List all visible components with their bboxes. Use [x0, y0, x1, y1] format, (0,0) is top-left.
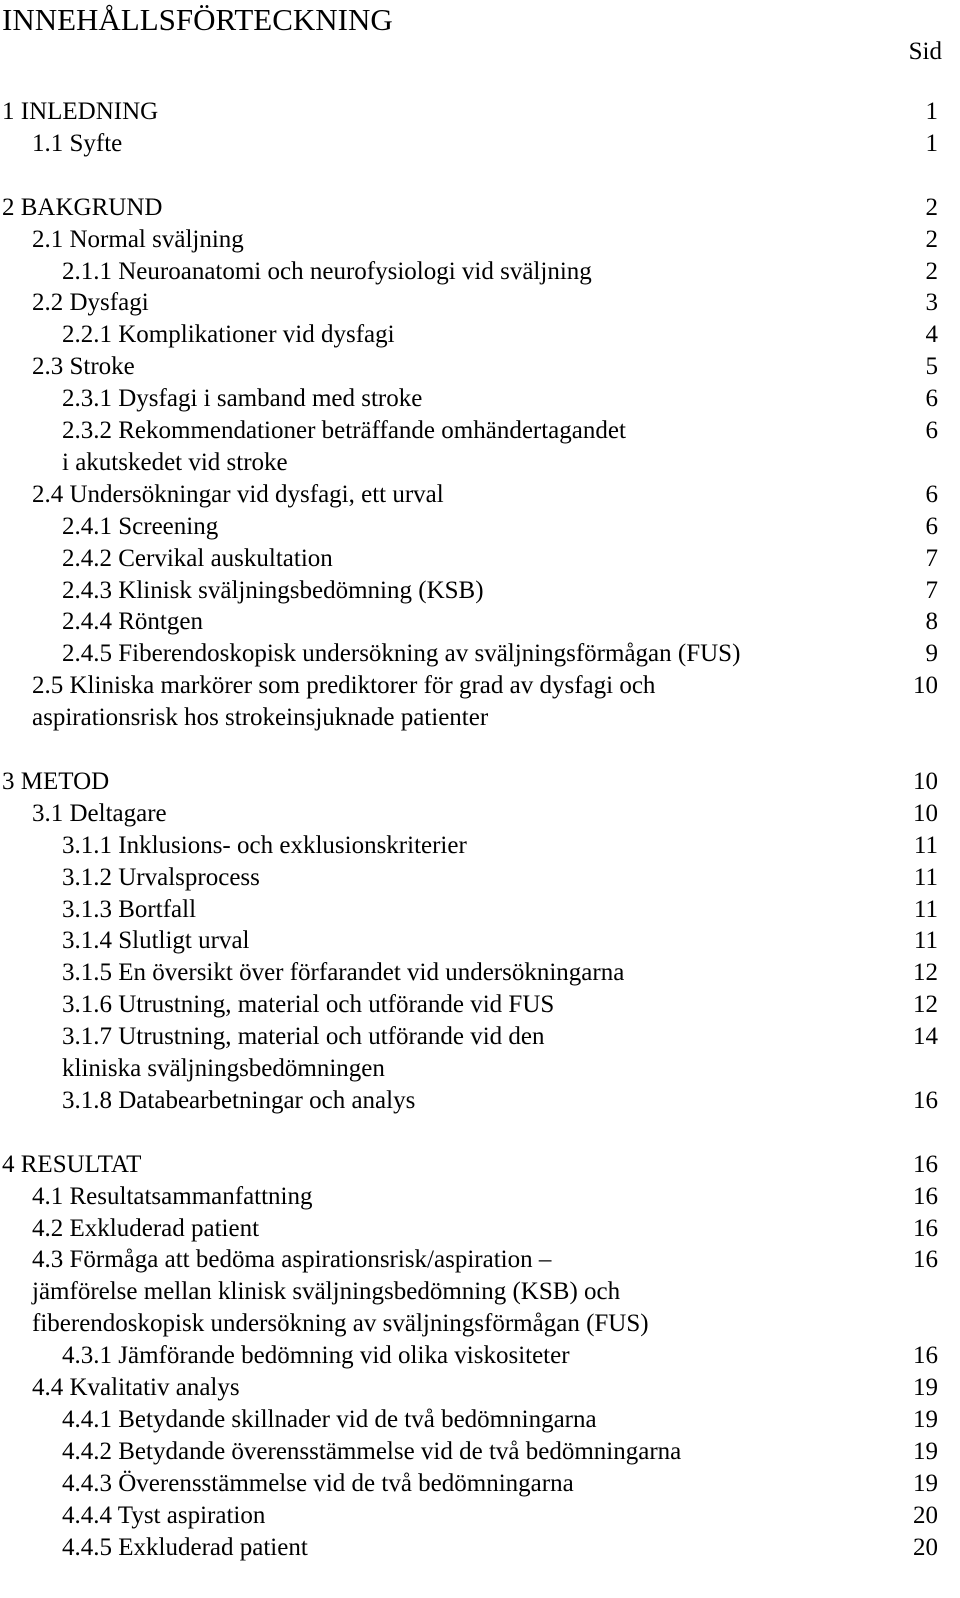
toc-page-number: 16 [913, 1182, 938, 1210]
toc-page-number: 20 [913, 1533, 938, 1561]
toc-entry-text: 3.1.2 Urvalsprocess [62, 863, 260, 891]
toc-page-number: 10 [913, 799, 938, 827]
toc-entry-text: aspirationsrisk hos strokeinsjuknade patienter [32, 704, 489, 732]
toc-entry-text: 2.4.5 Fiberendoskopisk undersökning av sväljningsförmågan (FUS) [62, 640, 741, 668]
toc-page-number: 5 [925, 353, 938, 381]
toc-page-number: 4 [925, 321, 938, 349]
toc-page-number: 1 [925, 129, 938, 157]
toc-entry-text: 1.1 Syfte [32, 129, 123, 157]
toc-entry-text: 4.1 Resultatsammanfattning [32, 1182, 313, 1210]
toc-entry-text: jämförelse mellan klinisk sväljningsbedömning (KSB) och [32, 1278, 621, 1306]
toc-entry-text: 2.1 Normal sväljning [32, 225, 244, 253]
toc-page-number: 16 [913, 1150, 938, 1178]
toc-page-number: 2 [925, 225, 938, 253]
toc-entry-text: 1 INLEDNING [2, 98, 159, 125]
toc-page-number: 14 [913, 1023, 938, 1051]
toc-entry-text: 4.4.2 Betydande överensstämmelse vid de två bedömningarna [62, 1437, 682, 1465]
toc-entry-text: 2.4.2 Cervikal auskultation [62, 544, 333, 572]
toc-entry-text: 2.3.1 Dysfagi i samband med stroke [62, 385, 423, 413]
toc-entry-text: 2.1.1 Neuroanatomi och neurofysiologi vid sväljning [62, 257, 592, 285]
toc-entry-text: 3.1.7 Utrustning, material och utförande vid den [62, 1023, 545, 1051]
toc-page-number: 10 [913, 672, 938, 700]
toc-page-number: 11 [913, 895, 938, 923]
toc-page-number: 20 [913, 1501, 938, 1529]
toc-entry-text: 2.4.4 Röntgen [62, 608, 203, 636]
toc-page-number: 7 [925, 576, 938, 604]
toc-page-number: 7 [925, 544, 938, 572]
toc-entry-text: 2 BAKGRUND [2, 193, 163, 221]
toc-entry-text: kliniska sväljningsbedömningen [62, 1055, 385, 1082]
toc-page-number: 6 [925, 512, 938, 540]
toc-entry-text: 2.3 Stroke [32, 353, 135, 381]
toc-page-number: 16 [913, 1086, 938, 1114]
toc-page-number: 11 [913, 927, 938, 955]
toc-page-number: 9 [925, 640, 938, 668]
toc-entry-text: 2.4.1 Screening [62, 512, 219, 540]
toc-entry-text: 4.4.1 Betydande skillnader vid de två bedömningarna [62, 1405, 597, 1433]
toc-entry-text: 4.3 Förmåga att bedöma aspirationsrisk/aspiration – [32, 1246, 552, 1274]
toc-page-number: 16 [913, 1342, 938, 1370]
toc-entry-text: 4.4.5 Exkluderad patient [62, 1533, 308, 1561]
toc-page-number: 12 [913, 991, 938, 1019]
toc-page-number: 19 [913, 1374, 938, 1401]
toc-entry-text: 3.1.4 Slutligt urval [62, 927, 250, 955]
toc-page-number: 8 [925, 608, 938, 636]
toc-page-number: 19 [913, 1437, 938, 1465]
toc-entry-text: 4.2 Exkluderad patient [32, 1214, 260, 1242]
toc-page-number: 11 [913, 863, 938, 891]
page-title: INNEHÅLLSFÖRTECKNING [2, 2, 393, 37]
toc-page-number: 19 [913, 1405, 938, 1433]
toc-page-number: 12 [913, 959, 938, 987]
toc-entry-text: 4.4.4 Tyst aspiration [62, 1501, 266, 1529]
toc-entry-text: 3 METOD [2, 767, 110, 795]
toc-page-number: 16 [913, 1246, 938, 1274]
toc-entry-text: 3.1 Deltagare [32, 799, 167, 827]
toc-entry-text: 3.1.6 Utrustning, material och utförande vid FUS [62, 991, 555, 1019]
toc-entry-text: 3.1.5 En översikt över förfarandet vid undersökningarna [62, 959, 625, 987]
toc-page-number: 2 [925, 257, 938, 285]
toc-entry-text: 4.4.3 Överensstämmelse vid de två bedömningarna [62, 1469, 574, 1497]
toc-entry-text: 2.3.2 Rekommendationer beträffande omhändertagandet [62, 417, 626, 444]
toc-entry-text: 3.1.1 Inklusions- och exklusionskriterier [62, 831, 467, 859]
toc-page-number: 2 [925, 193, 938, 221]
toc-entry-text: 3.1.3 Bortfall [62, 895, 197, 923]
toc-entry-text: 4.4 Kvalitativ analys [32, 1374, 240, 1401]
toc-page-number: 6 [925, 385, 938, 413]
toc-entry-text: 2.4.3 Klinisk sväljningsbedömning (KSB) [62, 576, 484, 604]
toc-page-number: 16 [913, 1214, 938, 1242]
toc-entry-text: 4 RESULTAT [2, 1150, 142, 1178]
toc-page-number: 1 [925, 98, 938, 125]
toc-page-number: 6 [925, 417, 938, 444]
toc-entry-text: 4.3.1 Jämförande bedömning vid olika viskositeter [62, 1342, 570, 1370]
toc-entry-text: 2.4 Undersökningar vid dysfagi, ett urval [32, 480, 444, 508]
toc-entry-text: 2.2 Dysfagi [32, 289, 149, 317]
toc-page-number: 11 [913, 831, 938, 859]
toc-entry-text: 2.5 Kliniska markörer som prediktorer för grad av dysfagi och [32, 672, 656, 700]
toc-entry-text: i akutskedet vid stroke [62, 448, 288, 476]
toc-page-number: 19 [913, 1469, 938, 1497]
toc-entry-text: fiberendoskopisk undersökning av sväljningsförmågan (FUS) [32, 1310, 649, 1338]
toc-entry-text: 3.1.8 Databearbetningar och analys [62, 1086, 416, 1114]
toc-page-number: 3 [925, 289, 938, 317]
page-column-label: Sid [908, 38, 942, 65]
toc-page-number: 6 [925, 480, 938, 508]
toc-page-number: 10 [913, 767, 938, 795]
toc-entry-text: 2.2.1 Komplikationer vid dysfagi [62, 321, 395, 349]
